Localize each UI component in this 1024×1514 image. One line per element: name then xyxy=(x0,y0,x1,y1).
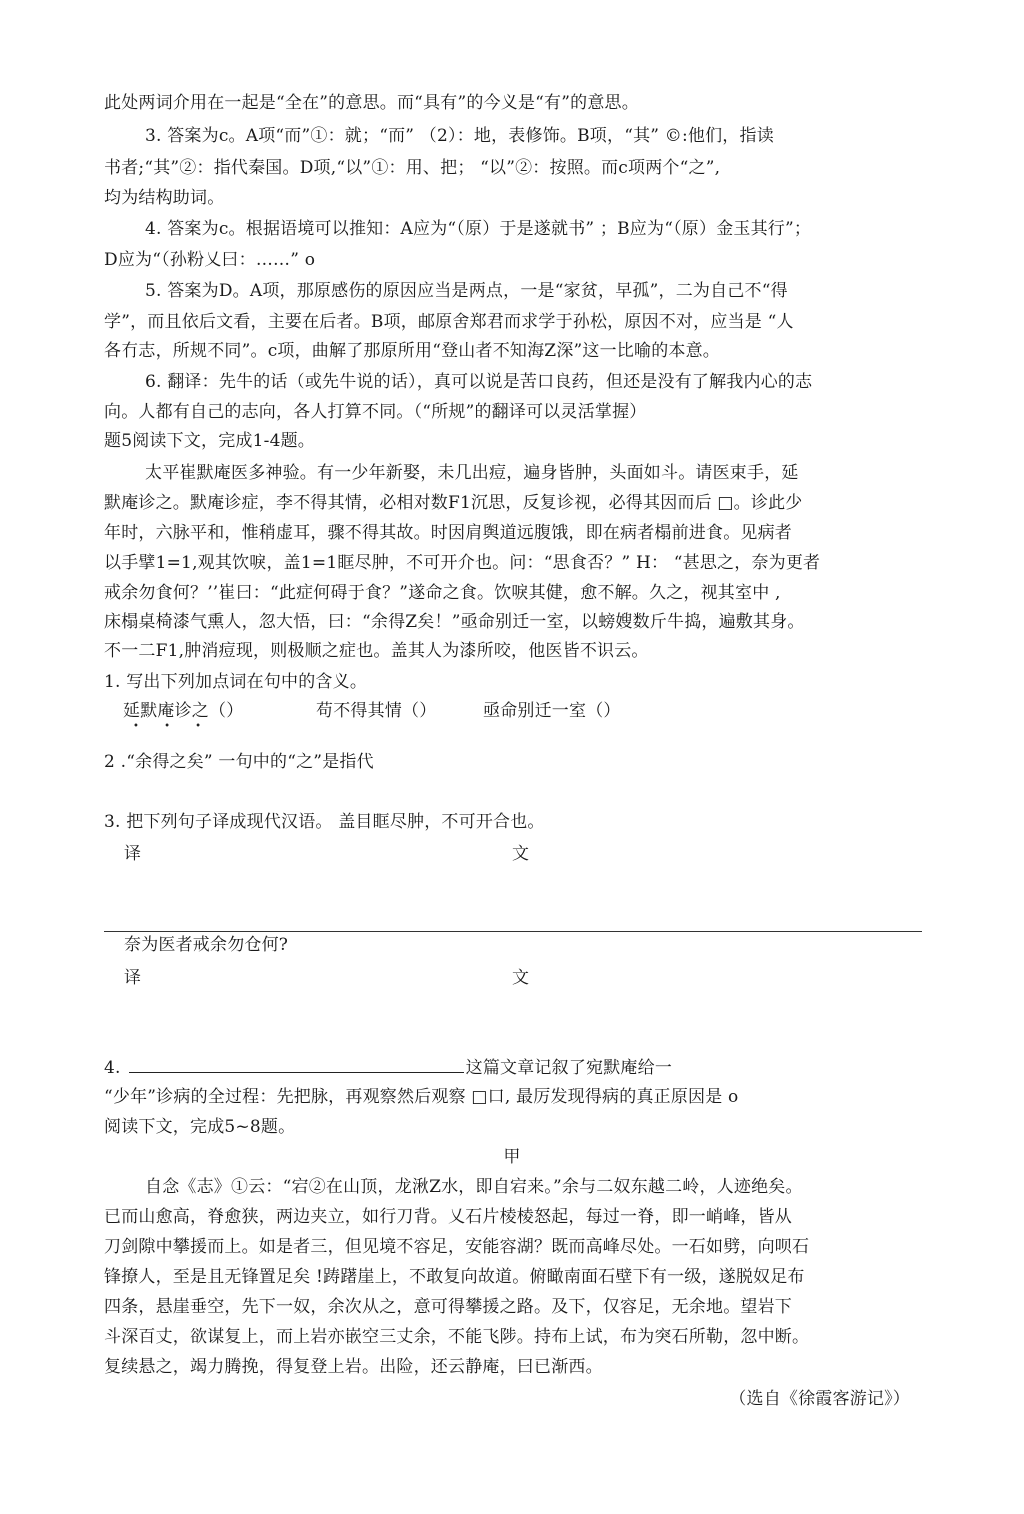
passage-line: 自念《志》①云：“宕②在山顶，龙湫Z水，即自宕来。”余与二奴东越二岭，人迹绝矣。 xyxy=(145,1177,803,1197)
text-line: 书者;“其”②：指代秦国。D项,“以”①：用、把； “以”②：按照。而c项两个“之”, xyxy=(104,158,721,178)
question-4-text: 这篇文章记叙了宛默庵给一 xyxy=(465,1058,673,1078)
translation-label-wen: 文 xyxy=(512,844,530,864)
passage-title-jia: 甲 xyxy=(503,1147,521,1167)
passage-line: 床榻桌椅漆气熏人，忽大悟，曰：“余得Z矣！”亟命别迁一室，以螃嫂数斤牛捣，遍敷其身。 xyxy=(104,612,805,632)
answer-6-line: 6. 翻译：先牛的话（或先牛说的话），真可以说是苦口良药，但还是没有了解我内心的志 xyxy=(145,372,813,392)
translation-label-wen: 文 xyxy=(512,968,530,988)
text-line: 各冇志，所规不同”。c项，曲解了那原所用“登山者不知海Z深”这一比喻的本意。 xyxy=(104,341,721,361)
passage-line: 复续悬之，竭力腾挽，得复登上岩。出险，还云静庵，曰已渐西。 xyxy=(104,1357,603,1377)
text-line: D应为“（孙粉乂曰：……” o xyxy=(104,250,316,270)
translation-label-yi: 译 xyxy=(124,844,142,864)
answer-rule xyxy=(104,931,922,932)
question-4-line-2: “少年”诊病的全过程：先把脉，再观察然后观察 □口, 最厉发现得病的真正原因是 o xyxy=(104,1087,739,1107)
text-line: 向。人都有自己的志向，各人打算不同。（“所规”的翻译可以灵活掌握） xyxy=(104,402,647,422)
text-line: 此处两词介用在一起是“全在”的意思。而“具有”的今义是“有”的意思。 xyxy=(104,93,639,113)
question-4-number: 4. xyxy=(104,1058,121,1078)
passage-line: 默庵诊之。默庵诊症，李不得其情，必相对数F1沉思，反复诊视，必得其因而后 □。诊此少 xyxy=(104,493,803,513)
question-1: 1. 写出下列加点词在句中的含义。 xyxy=(104,672,368,692)
source-citation: （选自《徐霞客游记》） xyxy=(729,1389,910,1409)
passage-line: 戒余勿食何？’’崔曰：“此症何碍于食？”遂命之食。饮唳其健，愈不解。久之，视其室中 , xyxy=(104,583,781,603)
question-3: 3. 把下列句子译成现代汉语。 盖目眶尽肿，不可开合也。 xyxy=(104,812,545,832)
answer-5-line: 5. 答案为D。A项，那原感伤的原因应当是两点，一是“家贫，早孤”，二为自己不“得 xyxy=(145,281,788,301)
passage-line: 斗深百丈，欲谋复上，而上岩亦嵌空三丈余，不能飞陟。持布上试，布为突石所勒，忽中断。 xyxy=(104,1327,810,1347)
fill-blank[interactable] xyxy=(129,1056,464,1073)
passage-line: 四条，悬崖垂空，先下一奴，余次从之，意可得攀援之路。及下，仅容足，无余地。望岩下 xyxy=(104,1297,792,1317)
emphasis-dots: • • • xyxy=(133,721,213,732)
passage-line: 锋撩人，至是且无锋置足矣 !踌躇崖上，不敢复向故道。俯瞰南面石壁下有一级，遂脱奴足布 xyxy=(104,1267,805,1287)
text-line: 学”，而且依后文看，主要在后者。B项，邮原舍郑君而求学于孙松，原因不对，应当是 “人 xyxy=(104,312,794,332)
passage-line: 以手擘1=1,观其饮唳，盖1=1眶尽肿，不可开介也。问：“思食否？” H： “甚思之，奈为更者 xyxy=(104,553,821,573)
section-heading: 阅读下文，完成5~8题。 xyxy=(104,1117,296,1137)
question-2: 2 .“余得之矣” 一句中的“之”是指代 xyxy=(104,752,374,772)
text-line: 均为结构助词。 xyxy=(104,188,225,208)
answer-4-line: 4. 答案为c。根据语境可以推知：A应为“（原）于是遂就书” ；B应为“（原）金玉其行”； xyxy=(145,219,812,239)
passage-line: 年时，六脉平和，惟稍虚耳，骤不得其故。时因肩舆道远腹饿，即在病者榻前进食。见病者 xyxy=(104,523,792,543)
question-1-item-c: 亟命别迁一室（） xyxy=(483,701,621,721)
question-1-item-b: 苟不得其情（） xyxy=(316,701,437,721)
translation-label-yi: 译 xyxy=(124,968,142,988)
section-heading: 题5阅读下文，完成1-4题。 xyxy=(104,431,315,451)
passage-line: 刀剑隙中攀援而上。如是者三，但见境不容足，安能容湖？既而高峰尽处。一石如劈，向呗石 xyxy=(104,1237,810,1257)
question-3-sentence-b: 奈为医者戒余勿仓何? xyxy=(124,935,289,955)
passage-line: 太平崔默庵医多神验。有一少年新娶，未几出痘，遍身皆肿，头面如斗。请医束手，延 xyxy=(145,463,799,483)
passage-line: 不一二F1,肿消痘现，则极顺之症也。盖其人为漆所咬，他医皆不识云。 xyxy=(104,641,649,661)
question-1-item-a: 延默庵诊之（） xyxy=(123,701,244,721)
question-4 xyxy=(104,1056,924,1078)
passage-line: 已而山愈高，脊愈狭，两边夹立，如行刀背。乂石片棱棱怒起，每过一脊，即一峭峰，皆从 xyxy=(104,1207,792,1227)
answer-3-line: 3. 答案为c。A项“而”①：就；“而” （2）：地，表修饰。B项，“其” ©:他们，指读 xyxy=(145,126,774,146)
